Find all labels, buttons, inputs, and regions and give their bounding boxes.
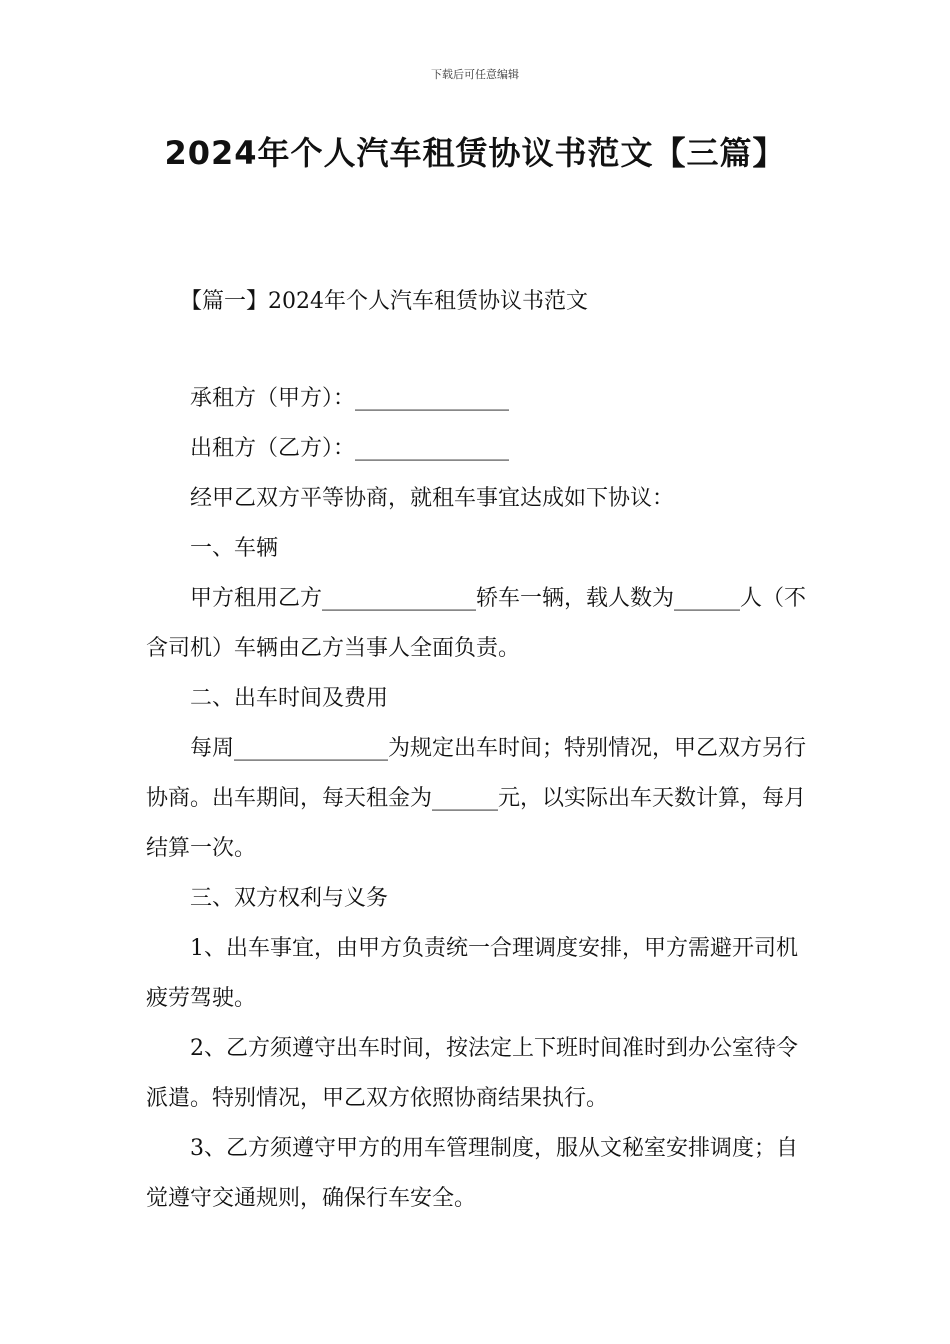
- clause-heading-time-fees: 二、出车时间及费用: [190, 686, 389, 711]
- clause-heading-rights-duties: 三、双方权利与义务: [190, 886, 389, 911]
- lessee-line: 承租方（甲方）：______________: [190, 386, 510, 411]
- time-fees-paragraph: 每周______________为规定出车时间；特别情况，甲乙双方另行协商。出车期间，每天租金为______元，以实际出车天数计算，每月结算一次。: [146, 736, 807, 861]
- document-body: [146, 374, 806, 1224]
- vehicle-paragraph: 甲方租用乙方______________轿车一辆，载人数为______人（不含司机）车辆由乙方当事人全面负责。: [146, 586, 807, 661]
- header-note: 下载后可任意编辑: [431, 68, 519, 81]
- section-heading: 【篇一】2024年个人汽车租赁协议书范文: [180, 289, 588, 314]
- duty-item-3: 3、乙方须遵守甲方的用车管理制度，服从文秘室安排调度；自觉遵守交通规则，确保行车安全。: [146, 1136, 798, 1211]
- document-title: 2024年个人汽车租赁协议书范文【三篇】: [164, 134, 786, 172]
- clause-heading-vehicle: 一、车辆: [190, 536, 279, 561]
- duty-item-2: 2、乙方须遵守出车时间，按法定上下班时间准时到办公室待令派遣。特别情况，甲乙双方依照协商结果执行。: [146, 1036, 798, 1111]
- agreement-intro: 经甲乙双方平等协商，就租车事宜达成如下协议：: [190, 486, 675, 511]
- lessor-line: 出租方（乙方）：______________: [190, 436, 510, 461]
- duty-item-1: 1、出车事宜，由甲方负责统一合理调度安排，甲方需避开司机疲劳驾驶。: [146, 936, 798, 1011]
